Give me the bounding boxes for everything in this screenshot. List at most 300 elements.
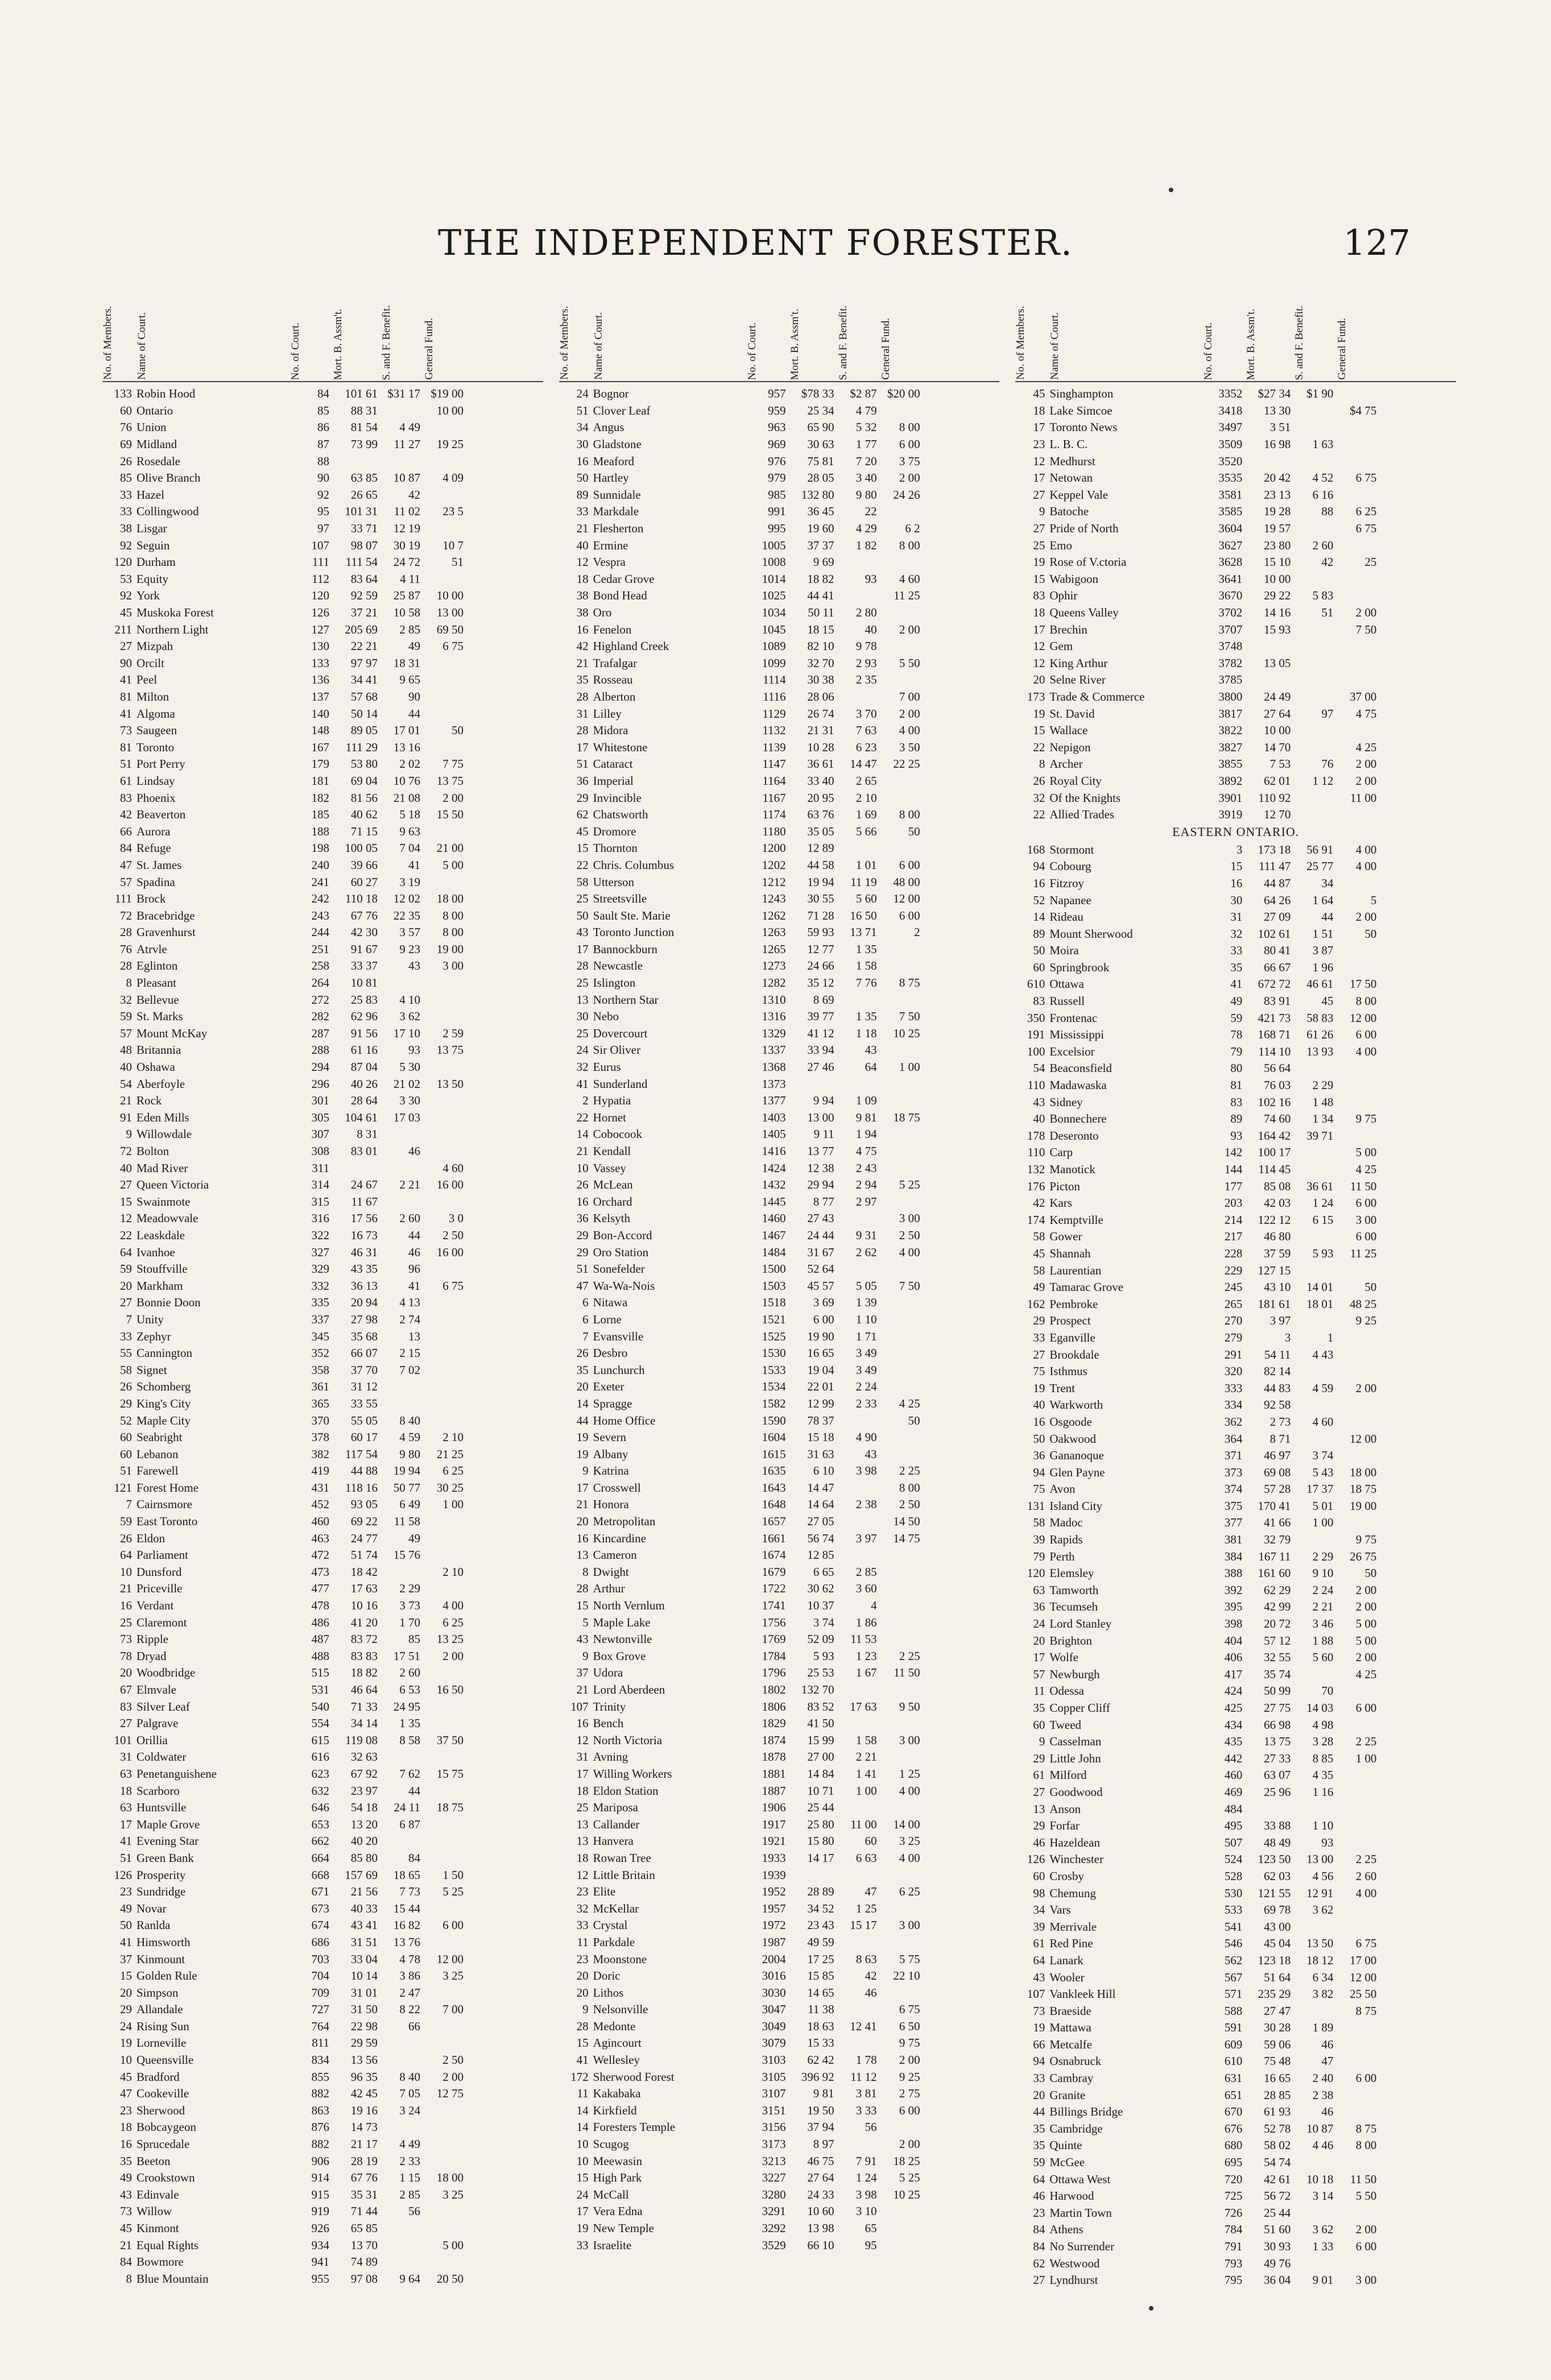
sick-funeral-cell: 58 83 — [1306, 1011, 1334, 1025]
court-name-cell: Sonefelder — [593, 1262, 645, 1276]
mortuary-cell: 18 63 — [807, 2019, 834, 2033]
general-fund-cell: 6 00 — [899, 858, 920, 872]
general-fund-cell: 13 50 — [436, 1077, 464, 1091]
general-fund-cell: 13 25 — [436, 1632, 464, 1646]
table-row — [559, 2203, 1000, 2220]
sick-funeral-cell: 44 — [408, 1228, 420, 1242]
table-row — [102, 705, 543, 722]
court-name-cell: Rosseau — [593, 673, 633, 687]
table-row — [102, 1782, 543, 1799]
table-row — [1015, 1514, 1456, 1532]
court-name-cell: Durham — [137, 555, 176, 569]
members-cell: 132 — [1027, 1162, 1045, 1177]
members-cell: 35 — [576, 673, 589, 687]
members-cell: 22 — [1033, 740, 1045, 754]
mortuary-cell: 54 18 — [350, 1800, 378, 1815]
table-row — [1015, 1666, 1456, 1683]
sick-funeral-cell: 12 02 — [393, 892, 420, 906]
general-fund-cell: 6 75 — [1355, 471, 1377, 485]
court-name-cell: North Vernlum — [593, 1599, 665, 1613]
general-fund-cell: 3 00 — [1355, 1212, 1377, 1227]
court-name-cell: Tamarac Grove — [1049, 1280, 1124, 1294]
members-cell: 43 — [576, 1632, 589, 1646]
table-row — [559, 1008, 1000, 1025]
court-number-cell: 425 — [1224, 1701, 1243, 1715]
court-number-cell: 93 — [1230, 1128, 1243, 1143]
members-cell: 16 — [120, 1599, 132, 1613]
table-row — [1015, 993, 1456, 1010]
sick-funeral-cell: 4 78 — [399, 1952, 420, 1966]
court-name-cell: Merrivale — [1049, 1919, 1097, 1934]
court-number-cell: 1530 — [762, 1346, 786, 1360]
members-cell: 64 — [120, 1548, 132, 1562]
mortuary-cell: 91 67 — [350, 942, 378, 956]
court-name-cell: Equity — [137, 572, 168, 586]
members-cell: 47 — [120, 858, 132, 872]
members-cell: 21 — [120, 1094, 132, 1108]
court-name-cell: Kars — [1049, 1196, 1072, 1210]
members-cell: 78 — [120, 1649, 132, 1663]
table-row — [1015, 806, 1456, 823]
table-row — [1015, 1750, 1456, 1768]
court-name-cell: Moira — [1049, 943, 1079, 958]
mortuary-cell: 36 13 — [350, 1278, 378, 1293]
mortuary-cell: 3 51 — [1269, 420, 1291, 434]
court-name-cell: Mad River — [137, 1161, 188, 1175]
court-number-cell: 695 — [1224, 2155, 1243, 2170]
sick-funeral-cell: 76 — [1321, 757, 1334, 771]
table-row — [102, 773, 543, 790]
members-cell: 7 — [582, 1329, 589, 1343]
mortuary-cell: 13 70 — [350, 2238, 378, 2252]
general-fund-cell: 2 00 — [1355, 1381, 1377, 1395]
members-cell: 100 — [1027, 1044, 1045, 1058]
table-row — [1015, 1212, 1456, 1229]
court-name-cell: Clover Leaf — [593, 403, 651, 417]
members-cell: 23 — [576, 1952, 589, 1966]
sick-funeral-cell: 3 62 — [1312, 1903, 1334, 1917]
members-cell: 34 — [1033, 1903, 1045, 1917]
court-number-cell: 1377 — [762, 1094, 786, 1108]
sick-funeral-cell: 93 — [865, 572, 877, 586]
court-number-cell: 3892 — [1218, 773, 1243, 788]
members-cell: 21 — [576, 521, 589, 536]
court-number-cell: 991 — [768, 504, 786, 519]
members-cell: 30 — [576, 437, 589, 452]
court-number-cell: 1008 — [762, 555, 786, 569]
sick-funeral-cell: 4 52 — [1312, 471, 1334, 485]
court-name-cell: Oro Station — [593, 1245, 649, 1259]
court-number-cell: 1533 — [762, 1363, 786, 1377]
court-number-cell: 288 — [311, 1043, 329, 1057]
sick-funeral-cell: 4 90 — [855, 1430, 877, 1444]
general-fund-cell: 11 50 — [1350, 2172, 1377, 2186]
members-cell: 17 — [576, 1480, 589, 1495]
court-number-cell: 352 — [311, 1346, 329, 1360]
table-row — [1015, 789, 1456, 806]
table-row — [102, 1379, 543, 1396]
mortuary-cell: 123 18 — [1258, 1953, 1291, 1967]
sick-funeral-cell: 1 51 — [1312, 926, 1334, 941]
mortuary-cell: 30 93 — [1264, 2240, 1291, 2254]
sick-funeral-cell: 41 — [408, 1278, 420, 1293]
general-fund-cell: 2 00 — [1355, 606, 1377, 620]
mortuary-cell: 111 54 — [345, 555, 378, 569]
table-row — [102, 1143, 543, 1160]
sick-funeral-cell: 1 58 — [855, 1733, 877, 1747]
table-row — [102, 1715, 543, 1732]
table-row — [1015, 1228, 1456, 1245]
court-number-cell: 3628 — [1218, 555, 1243, 569]
mortuary-cell: 28 05 — [807, 471, 834, 485]
mortuary-cell: 88 31 — [350, 403, 378, 417]
general-fund-cell: 8 75 — [899, 976, 920, 990]
sick-funeral-cell: 1 77 — [855, 437, 877, 452]
mortuary-cell: 12 70 — [1264, 808, 1291, 822]
mortuary-cell: 35 74 — [1264, 1667, 1291, 1681]
sick-funeral-cell: 1 34 — [1312, 1112, 1334, 1126]
table-row — [102, 958, 543, 975]
court-name-cell: Penetanguishene — [137, 1766, 217, 1781]
mortuary-cell: 100 05 — [345, 841, 378, 855]
sick-funeral-cell: 2 97 — [855, 1194, 877, 1208]
sick-funeral-cell: 9 23 — [399, 942, 420, 956]
court-name-cell: Milford — [1049, 1768, 1087, 1782]
members-cell: 6 — [582, 1295, 589, 1310]
mortuary-cell: 12 77 — [807, 942, 834, 956]
members-cell: 12 — [1033, 454, 1045, 468]
members-cell: 81 — [120, 689, 132, 703]
table-row — [102, 1412, 543, 1429]
general-fund-cell: 2 00 — [442, 2069, 464, 2084]
members-cell: 75 — [1033, 1482, 1045, 1496]
table-row — [1015, 1430, 1456, 1447]
table-row — [1015, 2053, 1456, 2070]
table-row — [102, 1934, 543, 1951]
court-number-cell: 969 — [768, 437, 786, 452]
court-name-cell: Maple Grove — [137, 1817, 200, 1831]
court-name-cell: Midland — [137, 437, 177, 452]
sick-funeral-cell: 95 — [865, 2238, 877, 2252]
sick-funeral-cell: 42 — [408, 487, 420, 502]
mortuary-cell: 23 80 — [1264, 538, 1291, 552]
members-cell: 18 — [576, 1851, 589, 1865]
sick-funeral-cell: 1 33 — [1312, 2240, 1334, 2254]
members-cell: 60 — [120, 403, 132, 417]
general-fund-cell: 18 75 — [893, 1110, 920, 1124]
court-name-cell: Ermine — [593, 538, 628, 552]
court-number-cell: 3855 — [1218, 757, 1243, 771]
general-fund-cell: 7 50 — [899, 1278, 920, 1293]
mortuary-cell: 29 94 — [807, 1178, 834, 1192]
sick-funeral-cell: 15 17 — [850, 1918, 877, 1932]
members-cell: 5 — [582, 1615, 589, 1629]
court-name-cell: Carp — [1049, 1145, 1073, 1160]
sick-funeral-cell: 7 04 — [399, 841, 420, 855]
sick-funeral-cell: 3 74 — [1312, 1448, 1334, 1463]
table-row — [1015, 976, 1456, 993]
table-row — [559, 1059, 1000, 1076]
court-number-cell: 305 — [311, 1110, 329, 1124]
members-cell: 20 — [576, 1514, 589, 1529]
members-cell: 14 — [1033, 910, 1045, 924]
members-cell: 42 — [120, 808, 132, 822]
table-row — [102, 1749, 543, 1766]
sick-funeral-cell: 44 — [408, 706, 420, 721]
mortuary-cell: 14 64 — [807, 1497, 834, 1512]
members-cell: 92 — [120, 538, 132, 552]
table-row — [1015, 925, 1456, 942]
court-number-cell: 89 — [1230, 1112, 1243, 1126]
mortuary-cell: 18 15 — [807, 622, 834, 636]
court-number-cell: 546 — [1224, 1936, 1243, 1951]
general-fund-cell: 8 75 — [1355, 2004, 1377, 2018]
court-name-cell: Kinmount — [137, 1952, 185, 1966]
members-cell: 50 — [120, 1918, 132, 1932]
general-fund-cell: 10 25 — [893, 1026, 920, 1040]
members-cell: 17 — [576, 740, 589, 754]
mortuary-cell: 60 27 — [350, 875, 378, 889]
court-name-cell: Queens Valley — [1049, 606, 1119, 620]
court-number-cell: 1829 — [762, 1716, 786, 1731]
court-number-cell: 926 — [311, 2221, 329, 2236]
court-number-cell: 615 — [311, 1733, 329, 1747]
court-name-cell: Sunderland — [593, 1077, 648, 1091]
sick-funeral-cell: 40 — [865, 622, 877, 636]
table-row — [559, 722, 1000, 739]
members-cell: 18 — [576, 1783, 589, 1798]
court-number-cell: 571 — [1224, 1987, 1243, 2001]
members-cell: 90 — [120, 656, 132, 670]
mortuary-cell: 22 21 — [350, 639, 378, 653]
sick-funeral-cell: 5 60 — [1312, 1650, 1334, 1665]
mortuary-cell: 28 64 — [350, 1094, 378, 1108]
mortuary-cell: 19 28 — [1264, 504, 1291, 519]
court-number-cell: 112 — [312, 572, 329, 586]
members-cell: 16 — [576, 1531, 589, 1545]
mortuary-cell: 20 95 — [807, 790, 834, 805]
members-cell: 64 — [1033, 1953, 1045, 1967]
court-name-cell: Trade & Commerce — [1049, 689, 1145, 703]
mortuary-cell: 43 35 — [350, 1262, 378, 1276]
mortuary-cell: 110 18 — [345, 892, 378, 906]
table-row — [102, 1833, 543, 1850]
members-cell: 69 — [120, 437, 132, 452]
court-number-cell: 1648 — [762, 1497, 786, 1512]
table-row — [559, 1177, 1000, 1194]
mortuary-cell: 51 64 — [1264, 1970, 1291, 1984]
members-cell: 35 — [1033, 1701, 1045, 1715]
table-row — [102, 419, 543, 436]
members-cell: 9 — [582, 1464, 589, 1478]
court-name-cell: Cannington — [137, 1346, 192, 1360]
court-name-cell: Hornet — [593, 1110, 626, 1124]
sick-funeral-cell: 1 39 — [855, 1295, 877, 1310]
court-name-cell: Stormont — [1049, 842, 1094, 856]
court-name-cell: Ophir — [1049, 589, 1078, 603]
sick-funeral-cell: 6 87 — [399, 1817, 420, 1831]
sick-funeral-cell: 2 47 — [399, 1985, 420, 2000]
members-cell: 12 — [120, 1211, 132, 1226]
mortuary-cell: 48 49 — [1264, 1835, 1291, 1849]
table-row — [102, 1597, 543, 1615]
court-number-cell: 1310 — [762, 992, 786, 1007]
court-number-cell: 3827 — [1218, 740, 1243, 754]
general-fund-cell: 12 00 — [1350, 1970, 1377, 1984]
court-name-cell: High Park — [593, 2171, 642, 2185]
court-name-cell: Excelsior — [1049, 1044, 1095, 1058]
table-row — [559, 941, 1000, 958]
court-name-cell: Cairnsmore — [137, 1497, 192, 1512]
members-cell: 20 — [120, 1666, 132, 1680]
table-row — [559, 1984, 1000, 2001]
court-name-cell: Rideau — [1049, 910, 1083, 924]
members-cell: 15 — [1033, 723, 1045, 738]
members-cell: 168 — [1027, 842, 1045, 856]
general-fund-cell: 3 25 — [442, 1969, 464, 1983]
court-number-cell: 270 — [1224, 1314, 1243, 1328]
members-cell: 84 — [1033, 2222, 1045, 2237]
court-number-cell: 377 — [1224, 1516, 1243, 1530]
members-cell: 45 — [120, 2221, 132, 2236]
court-name-cell: Doric — [593, 1969, 621, 1983]
sick-funeral-cell: 84 — [408, 1851, 420, 1865]
court-number-cell: 995 — [768, 521, 786, 536]
table-row — [559, 756, 1000, 773]
members-cell: 62 — [576, 808, 589, 822]
mortuary-cell: 35 68 — [350, 1329, 378, 1343]
court-name-cell: Kendall — [593, 1144, 631, 1158]
table-row — [559, 470, 1000, 487]
sick-funeral-cell: 3 33 — [855, 2103, 877, 2117]
court-name-cell: Rising Sun — [137, 2019, 189, 2033]
members-cell: 43 — [1033, 1095, 1045, 1109]
court-name-cell: Isthmus — [1049, 1364, 1087, 1379]
sick-funeral-cell: 1 15 — [399, 2171, 420, 2185]
court-number-cell: 1906 — [762, 1800, 786, 1815]
table-row — [102, 1210, 543, 1227]
general-fund-cell: 2 00 — [1355, 757, 1377, 771]
general-fund-cell: 2 25 — [899, 1649, 920, 1663]
members-cell: 24 — [576, 1043, 589, 1057]
members-cell: 20 — [576, 1985, 589, 2000]
sick-funeral-cell: 5 60 — [855, 892, 877, 906]
table-row — [102, 2119, 543, 2136]
court-name-cell: Mount McKay — [137, 1026, 208, 1040]
court-number-cell: 3352 — [1218, 387, 1243, 401]
table-row — [102, 1311, 543, 1328]
court-name-cell: Toronto Junction — [593, 925, 675, 939]
court-name-cell: Callander — [593, 1817, 640, 1831]
mortuary-cell: 39 66 — [350, 858, 378, 872]
members-cell: 8 — [126, 976, 132, 990]
court-number-cell: 378 — [311, 1430, 329, 1444]
members-cell: 63 — [120, 1766, 132, 1781]
table-row — [559, 503, 1000, 520]
sick-funeral-cell: 1 58 — [855, 959, 877, 973]
table-row — [1015, 756, 1456, 773]
members-cell: 20 — [576, 1969, 589, 1983]
members-cell: 94 — [1033, 859, 1045, 874]
members-cell: 46 — [1033, 2189, 1045, 2203]
table-row — [559, 1227, 1000, 1244]
general-fund-cell: 5 00 — [442, 858, 464, 872]
court-number-cell: 882 — [311, 2137, 329, 2151]
sick-funeral-cell: 5 83 — [1312, 589, 1334, 603]
court-number-cell: 1615 — [762, 1447, 786, 1461]
members-cell: 29 — [576, 790, 589, 805]
table-row — [1015, 1902, 1456, 1919]
table-row — [102, 1799, 543, 1816]
court-name-cell: Eganville — [1049, 1330, 1095, 1344]
court-name-cell: Gravenhurst — [137, 925, 196, 939]
court-name-cell: Trafalgar — [593, 656, 638, 670]
general-fund-cell: 3 00 — [1355, 2273, 1377, 2287]
header-mort: Mort. B. Assm't. — [1245, 308, 1258, 380]
court-name-cell: Hazel — [137, 487, 164, 502]
table-row — [559, 1648, 1000, 1665]
members-cell: 40 — [120, 1060, 132, 1074]
court-number-cell: 442 — [1224, 1751, 1243, 1765]
court-number-cell: 3047 — [762, 2002, 786, 2017]
general-fund-cell: 2 00 — [1355, 1600, 1377, 1614]
court-number-cell: 84 — [317, 387, 329, 401]
general-fund-cell: 2 75 — [899, 2087, 920, 2101]
court-name-cell: Collingwood — [137, 504, 199, 519]
mortuary-cell: 30 28 — [1264, 2021, 1291, 2035]
court-name-cell: Highland Creek — [593, 639, 669, 653]
mortuary-cell: 42 45 — [350, 2087, 378, 2101]
table-row — [1015, 655, 1456, 672]
court-number-cell: 668 — [311, 1868, 329, 1882]
members-cell: 43 — [1033, 1970, 1045, 1984]
table-row — [1015, 2121, 1456, 2138]
table-row — [102, 789, 543, 806]
table-row — [559, 689, 1000, 706]
general-fund-cell: 19 00 — [1350, 1499, 1377, 1513]
court-number-cell: 686 — [311, 1935, 329, 1949]
court-name-cell: Bellevue — [137, 992, 179, 1007]
members-cell: 19 — [576, 2221, 589, 2236]
general-fund-cell: 2 50 — [442, 1228, 464, 1242]
court-number-cell: 59 — [1230, 1011, 1243, 1025]
table-row — [102, 2136, 543, 2153]
sick-funeral-cell: 64 — [865, 1060, 877, 1074]
table-row — [1015, 1077, 1456, 1094]
court-name-cell: Lebanon — [137, 1447, 179, 1461]
table-row — [102, 1564, 543, 1581]
general-fund-cell: 18 00 — [1350, 1465, 1377, 1479]
court-number-cell: 1674 — [762, 1548, 786, 1562]
court-number-cell: 79 — [1230, 1044, 1243, 1058]
court-name-cell: Lilley — [593, 706, 622, 721]
sick-funeral-cell: 12 91 — [1306, 1886, 1334, 1900]
table-row — [1015, 587, 1456, 605]
general-fund-cell: 11 50 — [894, 1666, 920, 1680]
court-number-cell: 1243 — [762, 892, 786, 906]
sick-funeral-cell: 2 33 — [855, 1396, 877, 1410]
court-name-cell: Bracebridge — [137, 908, 195, 922]
general-fund-cell: 37 00 — [1350, 689, 1377, 703]
general-fund-cell: 1 50 — [442, 1868, 464, 1882]
members-cell: 41 — [120, 1834, 132, 1848]
mortuary-cell: 25 44 — [807, 1800, 834, 1815]
mortuary-cell: 96 35 — [350, 2069, 378, 2084]
sick-funeral-cell: 49 — [408, 1531, 420, 1545]
general-fund-cell: 3 75 — [899, 454, 920, 468]
table-row — [1015, 537, 1456, 554]
members-cell: 45 — [120, 606, 132, 620]
